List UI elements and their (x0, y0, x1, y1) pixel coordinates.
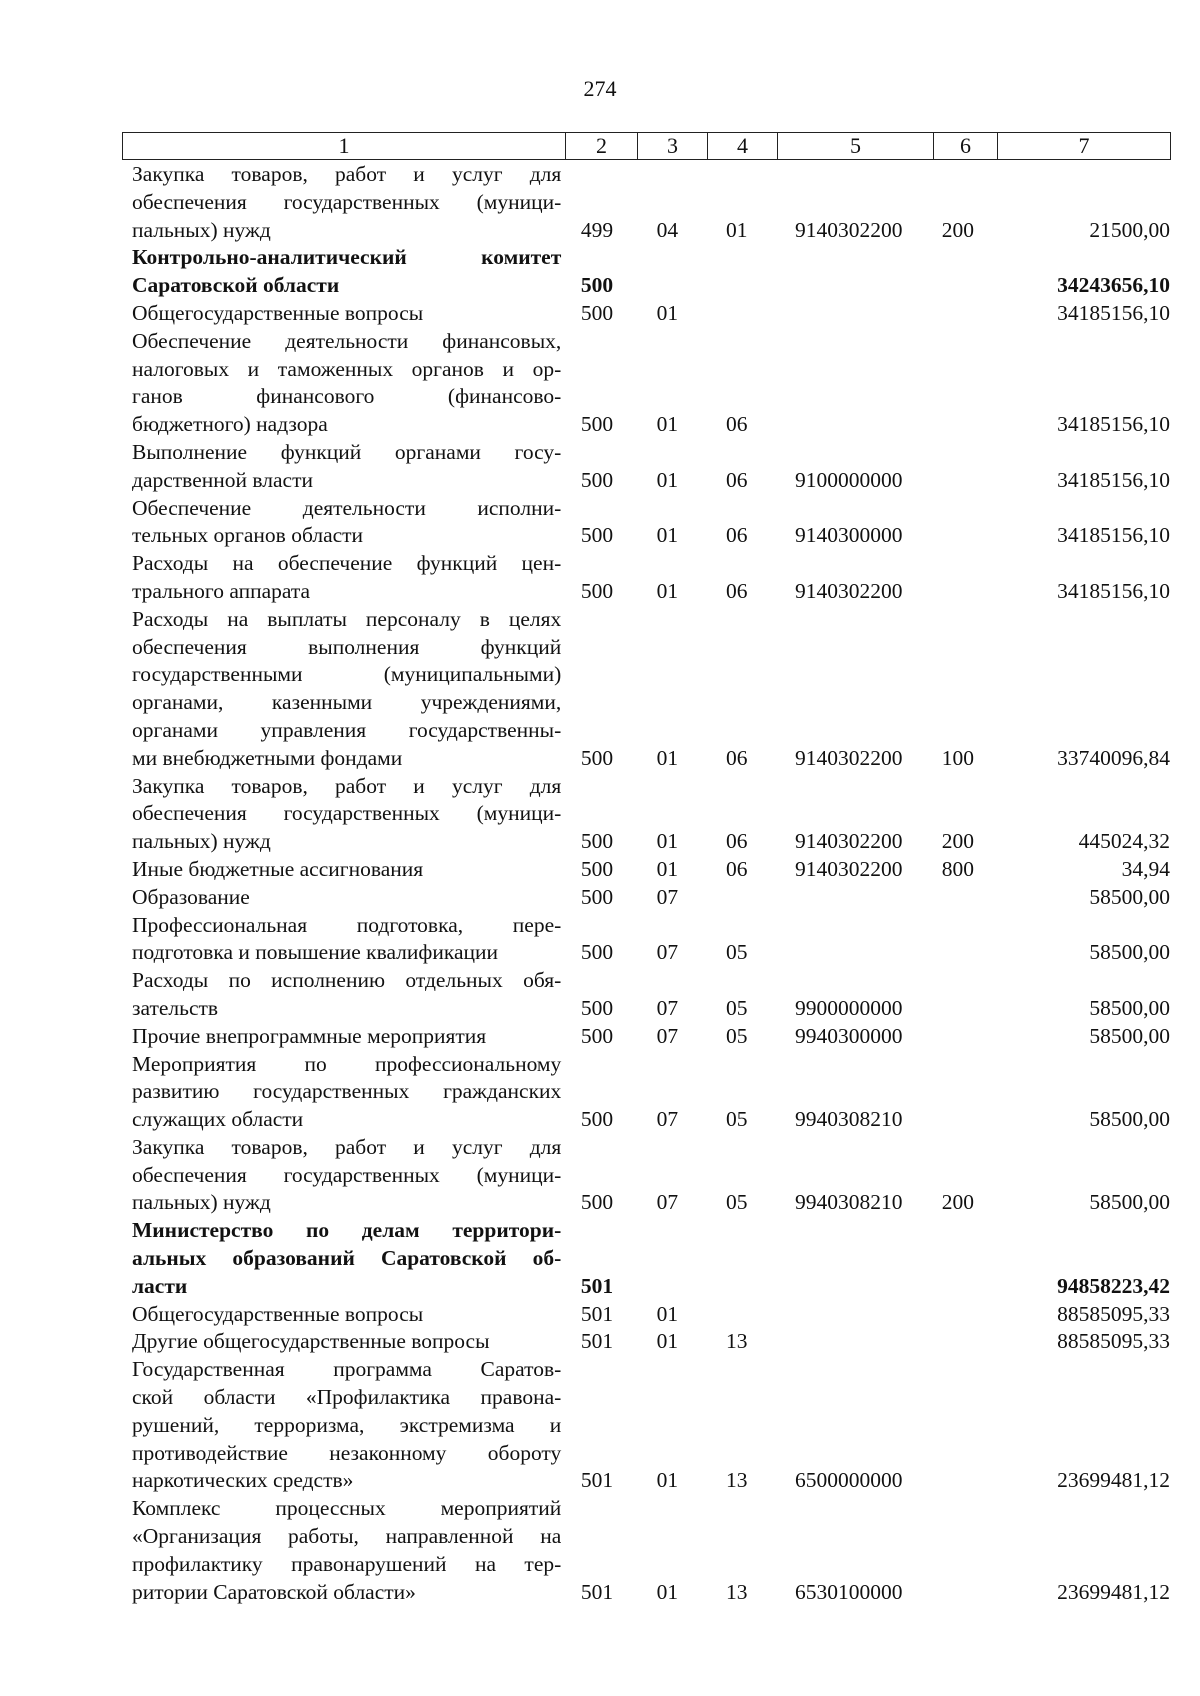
expense-type-code: 800 (941, 856, 974, 881)
ministry-code: 500 (580, 829, 614, 854)
subsection-code: 05 (725, 940, 748, 965)
description-line: Мероприятия по профессиональному (132, 1051, 562, 1076)
subsection-code: 06 (725, 578, 748, 603)
ministry-code: 500 (580, 856, 614, 881)
description-line: Закупка товаров, работ и услуг для (132, 1134, 562, 1159)
expense-type-code: 200 (941, 829, 974, 854)
ministry-code: 500 (580, 1023, 614, 1048)
description-line: профилактику правонарушений на тер- (132, 1551, 562, 1576)
expense-type-code: 100 (941, 745, 974, 770)
amount: 23699481,12 (1057, 1468, 1170, 1493)
row-description (122, 1328, 561, 1356)
description-line: ганов финансового (финансово- (132, 384, 562, 409)
description-line: Прочие внепрограммные мероприятия (132, 1023, 487, 1048)
description-line: государственными (муниципальными) (132, 662, 562, 687)
section-code: 01 (656, 523, 679, 548)
target-article-code: 9140302200 (795, 829, 903, 854)
description-line: обеспечения государственных (муници- (132, 1162, 562, 1187)
description-line: подготовка и повышение квалификации (132, 940, 499, 965)
table-row (122, 161, 1170, 244)
row-description (122, 244, 561, 300)
section-code: 07 (656, 1190, 679, 1215)
amount: 33740096,84 (1057, 745, 1170, 770)
column-header-1: 1 (123, 133, 566, 160)
target-article-code: 9940308210 (795, 1190, 903, 1215)
ministry-code: 500 (580, 940, 614, 965)
row-description (122, 1301, 561, 1329)
description-line: Комплекс процессных мероприятий (132, 1496, 562, 1521)
section-code: 07 (656, 940, 679, 965)
subsection-code: 05 (725, 1107, 748, 1132)
ministry-code: 501 (580, 1329, 614, 1354)
table-row (122, 244, 1170, 300)
target-article-code: 9140302200 (795, 578, 903, 603)
row-description (122, 773, 561, 856)
target-article-code: 9900000000 (795, 995, 903, 1020)
column-header-5: 5 (778, 133, 934, 160)
description-line: Обеспечение деятельности исполни- (132, 495, 562, 520)
section-code: 01 (656, 300, 679, 325)
description-line: пальных) нужд (132, 829, 271, 854)
column-header-7: 7 (998, 133, 1171, 160)
row-description (122, 884, 561, 912)
amount: 34,94 (1121, 856, 1170, 881)
table-row (122, 606, 1170, 773)
subsection-code: 06 (725, 856, 748, 881)
section-code: 01 (656, 1329, 679, 1354)
description-line: тельных органов области (132, 523, 364, 548)
description-line: Общегосударственные вопросы (132, 1301, 424, 1326)
description-line: обеспечения выполнения функций (132, 634, 562, 659)
subsection-code: 06 (725, 829, 748, 854)
description-line: зательств (132, 995, 219, 1020)
description-line: дарственной власти (132, 467, 313, 492)
row-description (122, 856, 561, 884)
row-description (122, 161, 561, 244)
ministry-code: 500 (580, 1190, 614, 1215)
table-row (122, 1356, 1170, 1495)
description-line: Расходы на выплаты персоналу в целях (132, 606, 562, 631)
ministry-code: 500 (580, 995, 614, 1020)
description-line: «Организация работы, направленной на (132, 1524, 562, 1549)
ministry-code: 500 (580, 745, 614, 770)
table-row (122, 967, 1170, 1023)
row-description (122, 1495, 561, 1606)
description-line: ской области «Профилактика правона- (132, 1385, 562, 1410)
table-row (122, 773, 1170, 856)
description-line: бюджетного) надзора (132, 412, 328, 437)
description-line: пальных) нужд (132, 1190, 271, 1215)
subsection-code: 06 (725, 412, 748, 437)
row-description (122, 1051, 561, 1134)
amount: 34185156,10 (1057, 467, 1170, 492)
target-article-code: 9140302200 (795, 856, 903, 881)
table-row (122, 856, 1170, 884)
description-line: пальных) нужд (132, 217, 271, 242)
ministry-code: 501 (580, 1468, 614, 1493)
description-line: Иные бюджетные ассигнования (132, 856, 424, 881)
description-line: Расходы по исполнению отдельных обя- (132, 968, 562, 993)
section-code: 07 (656, 995, 679, 1020)
table-row (122, 328, 1170, 439)
ministry-code: 500 (580, 523, 614, 548)
amount: 23699481,12 (1057, 1579, 1170, 1604)
target-article-code: 9140302200 (795, 745, 903, 770)
section-code: 01 (656, 1579, 679, 1604)
column-header-4: 4 (708, 133, 778, 160)
expense-type-code: 200 (941, 217, 974, 242)
table-row (122, 1328, 1170, 1356)
ministry-code: 500 (580, 300, 614, 325)
description-line: Закупка товаров, работ и услуг для (132, 773, 562, 798)
ministry-code: 501 (580, 1579, 614, 1604)
amount: 88585095,33 (1057, 1301, 1170, 1326)
column-header-row (123, 133, 1171, 160)
section-code: 07 (656, 1023, 679, 1048)
description-line: Расходы на обеспечение функций цен- (132, 551, 562, 576)
row-description (122, 967, 561, 1023)
row-description (122, 1356, 561, 1495)
subsection-code: 05 (725, 995, 748, 1020)
subsection-code: 06 (725, 745, 748, 770)
amount: 58500,00 (1089, 940, 1170, 965)
description-line: ласти (132, 1273, 188, 1298)
subsection-code: 13 (725, 1468, 748, 1493)
subsection-code: 05 (725, 1190, 748, 1215)
row-description (122, 300, 561, 328)
description-line: обеспечения государственных (муници- (132, 801, 562, 826)
column-header-table (122, 132, 1171, 160)
amount: 34185156,10 (1057, 578, 1170, 603)
expense-type-code: 200 (941, 1190, 974, 1215)
row-description (122, 328, 561, 439)
description-line: Другие общегосударственные вопросы (132, 1329, 490, 1354)
row-description (122, 606, 561, 773)
description-line: обеспечения государственных (муници- (132, 189, 562, 214)
amount: 58500,00 (1089, 1023, 1170, 1048)
description-line: рушений, терроризма, экстремизма и (132, 1412, 562, 1437)
ministry-code: 500 (580, 1107, 614, 1132)
table-row (122, 439, 1170, 495)
column-header-2: 2 (566, 133, 638, 160)
section-code: 01 (656, 856, 679, 881)
ministry-code: 501 (580, 1301, 614, 1326)
row-description (122, 1023, 561, 1051)
table-row (122, 550, 1170, 606)
description-line: Профессиональная подготовка, пере- (132, 912, 562, 937)
description-line: органами, казенными учреждениями, (132, 690, 562, 715)
row-description (122, 1217, 561, 1300)
table-row (122, 884, 1170, 912)
amount: 34185156,10 (1057, 412, 1170, 437)
description-line: Контрольно-аналитический комитет (132, 245, 562, 270)
target-article-code: 9140302200 (795, 217, 903, 242)
row-description (122, 1134, 561, 1217)
subsection-code: 13 (725, 1329, 748, 1354)
section-code: 01 (656, 467, 679, 492)
section-code: 01 (656, 745, 679, 770)
target-article-code: 9140300000 (795, 523, 903, 548)
section-code: 07 (656, 884, 679, 909)
target-article-code: 9100000000 (795, 467, 903, 492)
row-description (122, 550, 561, 606)
table-row (122, 1023, 1170, 1051)
description-line: противодействие незаконному обороту (132, 1440, 562, 1465)
description-line: органами управления государственны- (132, 717, 562, 742)
target-article-code: 6500000000 (795, 1468, 903, 1493)
subsection-code: 13 (725, 1579, 748, 1604)
ministry-code: 499 (580, 217, 614, 242)
ministry-code: 500 (580, 578, 614, 603)
table-row (122, 1051, 1170, 1134)
table-row (122, 495, 1170, 551)
target-article-code: 9940308210 (795, 1107, 903, 1132)
description-line: ми внебюджетными фондами (132, 745, 403, 770)
table-row (122, 912, 1170, 968)
description-line: альных образований Саратовской об- (132, 1246, 562, 1271)
amount: 34243656,10 (1057, 273, 1170, 298)
budget-table-body (122, 161, 1170, 1606)
amount: 58500,00 (1089, 1107, 1170, 1132)
column-header-6: 6 (934, 133, 998, 160)
section-code: 01 (656, 412, 679, 437)
table-row (122, 1217, 1170, 1300)
description-line: Обеспечение деятельности финансовых, (132, 328, 562, 353)
table-row (122, 1301, 1170, 1329)
row-description (122, 495, 561, 551)
amount: 445024,32 (1078, 829, 1170, 854)
target-article-code: 9940300000 (795, 1023, 903, 1048)
target-article-code: 6530100000 (795, 1579, 903, 1604)
section-code: 01 (656, 829, 679, 854)
section-code: 01 (656, 1468, 679, 1493)
amount: 21500,00 (1089, 217, 1170, 242)
description-line: Общегосударственные вопросы (132, 300, 424, 325)
amount: 58500,00 (1089, 1190, 1170, 1215)
row-description (122, 439, 561, 495)
table-row (122, 1495, 1170, 1606)
description-line: Министерство по делам территори- (132, 1218, 562, 1243)
description-line: Закупка товаров, работ и услуг для (132, 162, 562, 186)
amount: 88585095,33 (1057, 1329, 1170, 1354)
section-code: 04 (656, 217, 679, 242)
column-header-3: 3 (638, 133, 708, 160)
page-number: 274 (583, 76, 617, 101)
amount: 58500,00 (1089, 884, 1170, 909)
ministry-code: 500 (580, 412, 614, 437)
ministry-code: 500 (580, 273, 614, 298)
description-line: служащих области (132, 1107, 304, 1132)
description-line: наркотических средств» (132, 1468, 354, 1493)
amount: 58500,00 (1089, 995, 1170, 1020)
description-line: ритории Саратовской области» (132, 1579, 416, 1604)
subsection-code: 06 (725, 523, 748, 548)
description-line: Государственная программа Саратов- (132, 1357, 562, 1382)
amount: 34185156,10 (1057, 523, 1170, 548)
amount: 94858223,42 (1057, 1273, 1170, 1298)
row-description (122, 912, 561, 968)
section-code: 01 (656, 578, 679, 603)
ministry-code: 501 (580, 1273, 614, 1298)
description-line: Саратовской области (132, 273, 340, 298)
description-line: Образование (132, 884, 250, 909)
amount: 34185156,10 (1057, 300, 1170, 325)
table-row (122, 300, 1170, 328)
section-code: 07 (656, 1107, 679, 1132)
table-row (122, 1134, 1170, 1217)
description-line: трального аппарата (132, 578, 311, 603)
section-code: 01 (656, 1301, 679, 1326)
description-line: налоговых и таможенных органов и ор- (132, 356, 562, 381)
subsection-code: 06 (725, 467, 748, 492)
subsection-code: 05 (725, 1023, 748, 1048)
description-line: развитию государственных гражданских (132, 1079, 562, 1104)
ministry-code: 500 (580, 884, 614, 909)
ministry-code: 500 (580, 467, 614, 492)
subsection-code: 01 (725, 217, 748, 242)
description-line: Выполнение функций органами госу- (132, 439, 562, 464)
